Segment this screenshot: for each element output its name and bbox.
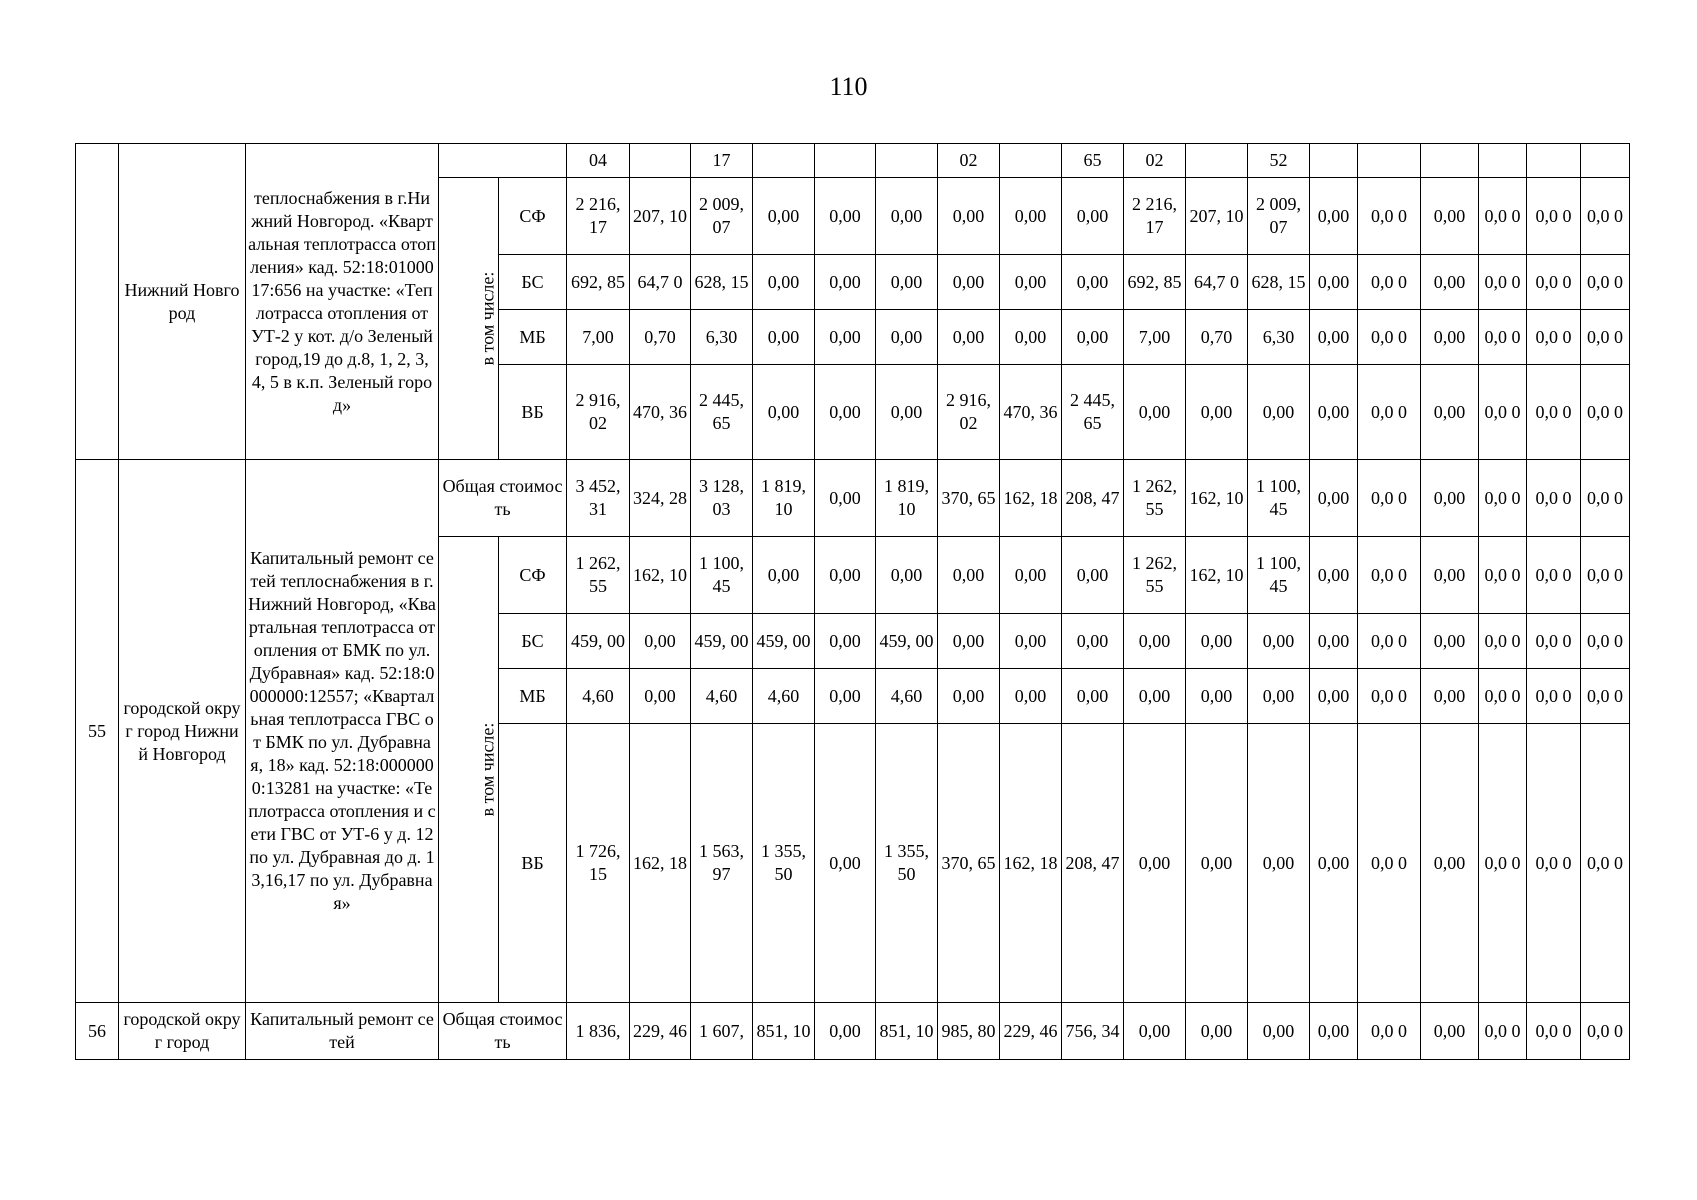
funding-source: МБ	[499, 669, 567, 724]
funding-source: БС	[499, 255, 567, 310]
value-cell: 64,7 0	[630, 255, 691, 310]
value-cell: 65	[1062, 144, 1124, 178]
funding-source: ВБ	[499, 724, 567, 1003]
value-cell: 0,0 0	[1358, 255, 1421, 310]
value-cell	[1421, 144, 1479, 178]
value-cell: 0,00	[1062, 310, 1124, 365]
value-cell: 0,00	[1062, 178, 1124, 255]
value-cell: 0,00	[1421, 724, 1479, 1003]
value-cell: 02	[938, 144, 1000, 178]
value-cell	[1358, 144, 1421, 178]
value-cell: 0,00	[1248, 614, 1310, 669]
value-cell: 2 445, 65	[1062, 365, 1124, 460]
value-cell: 229, 46	[1000, 1003, 1062, 1060]
value-cell: 0,00	[876, 365, 938, 460]
value-cell: 0,00	[1000, 537, 1062, 614]
value-cell	[876, 144, 938, 178]
value-cell: 0,00	[1248, 669, 1310, 724]
value-cell: 4,60	[691, 669, 753, 724]
value-cell: 0,0 0	[1358, 537, 1421, 614]
value-cell: 1 100, 45	[691, 537, 753, 614]
value-cell: 0,0 0	[1479, 365, 1527, 460]
value-cell: 0,00	[1421, 460, 1479, 537]
value-cell: 0,0 0	[1581, 614, 1630, 669]
value-cell: 0,70	[1186, 310, 1248, 365]
value-cell: 0,0 0	[1527, 365, 1581, 460]
value-cell: 17	[691, 144, 753, 178]
value-cell: 2 009, 07	[1248, 178, 1310, 255]
value-cell: 0,00	[1062, 669, 1124, 724]
value-cell: 0,00	[1000, 255, 1062, 310]
value-cell: 0,00	[876, 537, 938, 614]
value-cell: 208, 47	[1062, 724, 1124, 1003]
value-cell: 0,00	[1421, 255, 1479, 310]
table-row	[76, 1003, 1630, 1060]
value-cell: 0,00	[1310, 178, 1358, 255]
value-cell: 1 100, 45	[1248, 460, 1310, 537]
value-cell: 0,00	[938, 310, 1000, 365]
value-cell: 0,00	[1421, 178, 1479, 255]
value-cell: 0,00	[1124, 724, 1186, 1003]
value-cell: 162, 10	[1186, 460, 1248, 537]
value-cell: 692, 85	[1124, 255, 1186, 310]
value-cell: 0,00	[876, 310, 938, 365]
value-cell: 162, 10	[1186, 537, 1248, 614]
row-number	[76, 144, 119, 460]
value-cell: 52	[1248, 144, 1310, 178]
value-cell: 0,00	[1000, 310, 1062, 365]
value-cell: 0,0 0	[1358, 669, 1421, 724]
value-cell: 0,00	[1124, 1003, 1186, 1060]
value-cell: 207, 10	[1186, 178, 1248, 255]
including-label-cell	[439, 537, 499, 1003]
value-cell: 162, 18	[1000, 460, 1062, 537]
municipality-cell: Нижний Новгород	[119, 144, 246, 460]
value-cell: 0,0 0	[1527, 178, 1581, 255]
value-cell: 0,0 0	[1479, 614, 1527, 669]
value-cell: 0,00	[1186, 669, 1248, 724]
value-cell: 0,00	[876, 255, 938, 310]
value-cell: 0,0 0	[1581, 1003, 1630, 1060]
value-cell: 0,00	[1000, 669, 1062, 724]
row-number: 55	[76, 460, 119, 1003]
value-cell: 6,30	[1248, 310, 1310, 365]
value-cell: 0,00	[630, 614, 691, 669]
object-description: теплоснабжения в г.Нижний Новгород. «Квартальная теплотрасса отопления» кад. 52:18:0100017:656 на участке: «Теплотрасса отопления от УТ-2 у кот. д/о Зеленый город,19 до д.8, 1, 2, 3, 4, 5 в к.п. Зеленый город»	[246, 144, 439, 460]
blank-cell	[439, 144, 567, 178]
table-row	[76, 460, 1630, 537]
value-cell: 0,0 0	[1479, 255, 1527, 310]
value-cell: 2 009, 07	[691, 178, 753, 255]
value-cell: 0,00	[1310, 255, 1358, 310]
value-cell: 2 445, 65	[691, 365, 753, 460]
value-cell: 0,00	[1186, 1003, 1248, 1060]
value-cell: 0,0 0	[1527, 724, 1581, 1003]
value-cell: 0,00	[1124, 669, 1186, 724]
value-cell: 0,00	[938, 255, 1000, 310]
value-cell: 0,00	[1124, 365, 1186, 460]
value-cell	[1310, 144, 1358, 178]
value-cell: 208, 47	[1062, 460, 1124, 537]
value-cell: 1 100, 45	[1248, 537, 1310, 614]
value-cell: 0,0 0	[1527, 460, 1581, 537]
value-cell: 0,00	[1248, 724, 1310, 1003]
value-cell: 0,0 0	[1479, 178, 1527, 255]
value-cell: 0,00	[1421, 310, 1479, 365]
value-cell: 0,00	[1062, 537, 1124, 614]
value-cell: 459, 00	[567, 614, 630, 669]
value-cell: 229, 46	[630, 1003, 691, 1060]
value-cell: 1 836,	[567, 1003, 630, 1060]
value-cell: 162, 18	[1000, 724, 1062, 1003]
including-label: в том числе:	[477, 722, 498, 817]
value-cell: 0,0 0	[1581, 365, 1630, 460]
value-cell: 2 916, 02	[567, 365, 630, 460]
value-cell: 0,0 0	[1358, 1003, 1421, 1060]
financing-table	[75, 143, 1630, 1060]
value-cell: 0,00	[815, 365, 876, 460]
value-cell: 0,0 0	[1527, 614, 1581, 669]
value-cell: 0,00	[1248, 1003, 1310, 1060]
value-cell: 207, 10	[630, 178, 691, 255]
value-cell: 7,00	[1124, 310, 1186, 365]
object-description: Капитальный ремонт сетей теплоснабжения в г.Нижний Новгород, «Квартальная теплотрасса отопления от БМК по ул. Дубравная» кад. 52:18:0000000:12557; «Квартальная теплотрасса ГВС от БМК по ул. Дубравная, 18» кад. 52:18:0000000:13281 на участке: «Теплотрасса отопления и сети ГВС от УТ-6 у д. 12 по ул. Дубравная до д. 13,16,17 по ул. Дубравная»	[246, 460, 439, 1003]
value-cell: 0,0 0	[1479, 460, 1527, 537]
value-cell: 0,0 0	[1581, 255, 1630, 310]
value-cell: 0,00	[753, 537, 815, 614]
value-cell: 985, 80	[938, 1003, 1000, 1060]
value-cell: 0,00	[815, 178, 876, 255]
value-cell: 0,00	[753, 255, 815, 310]
value-cell: 1 355, 50	[876, 724, 938, 1003]
value-cell: 2 916, 02	[938, 365, 1000, 460]
object-description: Капитальный ремонт сетей	[246, 1003, 439, 1060]
value-cell: 04	[567, 144, 630, 178]
value-cell: 0,00	[938, 537, 1000, 614]
value-cell: 628, 15	[691, 255, 753, 310]
value-cell: 0,0 0	[1527, 1003, 1581, 1060]
value-cell: 0,00	[1186, 724, 1248, 1003]
value-cell: 0,00	[1186, 365, 1248, 460]
value-cell: 0,0 0	[1479, 537, 1527, 614]
value-cell: 324, 28	[630, 460, 691, 537]
total-label: Общая стоимость	[439, 1003, 567, 1060]
including-label-cell	[439, 178, 499, 460]
value-cell: 0,0 0	[1479, 310, 1527, 365]
funding-source: ВБ	[499, 365, 567, 460]
value-cell	[1527, 144, 1581, 178]
value-cell: 1 726, 15	[567, 724, 630, 1003]
municipality-cell: городской округ город	[119, 1003, 246, 1060]
value-cell: 692, 85	[567, 255, 630, 310]
value-cell: 0,00	[815, 669, 876, 724]
value-cell	[630, 144, 691, 178]
value-cell: 0,00	[1421, 614, 1479, 669]
total-label: Общая стоимость	[439, 460, 567, 537]
value-cell: 0,0 0	[1479, 724, 1527, 1003]
value-cell: 370, 65	[938, 724, 1000, 1003]
value-cell: 0,0 0	[1479, 1003, 1527, 1060]
value-cell: 0,0 0	[1581, 724, 1630, 1003]
value-cell: 0,00	[1186, 614, 1248, 669]
value-cell: 3 452, 31	[567, 460, 630, 537]
value-cell: 0,00	[815, 724, 876, 1003]
value-cell: 0,00	[938, 669, 1000, 724]
value-cell: 0,00	[630, 669, 691, 724]
funding-source: СФ	[499, 178, 567, 255]
value-cell: 0,00	[1000, 614, 1062, 669]
value-cell: 1 262, 55	[567, 537, 630, 614]
value-cell: 0,00	[1310, 537, 1358, 614]
value-cell: 470, 36	[1000, 365, 1062, 460]
value-cell: 0,00	[815, 255, 876, 310]
value-cell: 0,00	[753, 310, 815, 365]
value-cell: 0,00	[753, 178, 815, 255]
value-cell: 0,0 0	[1581, 460, 1630, 537]
value-cell: 0,0 0	[1358, 724, 1421, 1003]
value-cell: 1 819, 10	[753, 460, 815, 537]
value-cell: 0,00	[1310, 365, 1358, 460]
value-cell: 459, 00	[753, 614, 815, 669]
value-cell: 0,00	[815, 537, 876, 614]
value-cell: 0,0 0	[1358, 310, 1421, 365]
value-cell: 0,0 0	[1358, 178, 1421, 255]
value-cell: 0,0 0	[1581, 178, 1630, 255]
value-cell: 4,60	[753, 669, 815, 724]
row-number: 56	[76, 1003, 119, 1060]
value-cell	[1000, 144, 1062, 178]
value-cell: 0,0 0	[1527, 310, 1581, 365]
value-cell: 0,0 0	[1358, 460, 1421, 537]
value-cell: 4,60	[876, 669, 938, 724]
page-number: 110	[829, 72, 868, 101]
value-cell	[1479, 144, 1527, 178]
including-label: в том числе:	[477, 271, 498, 366]
value-cell: 370, 65	[938, 460, 1000, 537]
value-cell: 02	[1124, 144, 1186, 178]
value-cell: 0,0 0	[1358, 614, 1421, 669]
value-cell: 459, 00	[876, 614, 938, 669]
value-cell	[1186, 144, 1248, 178]
value-cell: 0,00	[1421, 669, 1479, 724]
value-cell: 0,00	[938, 614, 1000, 669]
value-cell: 0,70	[630, 310, 691, 365]
value-cell: 0,0 0	[1581, 669, 1630, 724]
value-cell: 0,00	[753, 365, 815, 460]
value-cell: 0,00	[1310, 460, 1358, 537]
value-cell: 6,30	[691, 310, 753, 365]
table-row	[76, 144, 1630, 178]
value-cell: 0,00	[1124, 614, 1186, 669]
value-cell: 0,0 0	[1479, 669, 1527, 724]
value-cell: 0,00	[1310, 669, 1358, 724]
value-cell: 1 262, 55	[1124, 537, 1186, 614]
value-cell: 2 216, 17	[567, 178, 630, 255]
value-cell: 0,00	[1062, 614, 1124, 669]
value-cell: 628, 15	[1248, 255, 1310, 310]
value-cell: 0,00	[938, 178, 1000, 255]
value-cell: 0,00	[1421, 537, 1479, 614]
value-cell: 0,0 0	[1527, 669, 1581, 724]
value-cell: 1 262, 55	[1124, 460, 1186, 537]
value-cell: 0,00	[815, 310, 876, 365]
value-cell: 851, 10	[753, 1003, 815, 1060]
funding-source: СФ	[499, 537, 567, 614]
value-cell: 459, 00	[691, 614, 753, 669]
value-cell: 3 128, 03	[691, 460, 753, 537]
value-cell: 1 607,	[691, 1003, 753, 1060]
value-cell: 851, 10	[876, 1003, 938, 1060]
value-cell	[753, 144, 815, 178]
value-cell: 0,00	[1421, 365, 1479, 460]
value-cell: 1 355, 50	[753, 724, 815, 1003]
value-cell: 1 819, 10	[876, 460, 938, 537]
value-cell: 0,00	[1310, 724, 1358, 1003]
value-cell: 0,0 0	[1358, 365, 1421, 460]
value-cell	[815, 144, 876, 178]
value-cell: 0,00	[1000, 178, 1062, 255]
value-cell: 64,7 0	[1186, 255, 1248, 310]
value-cell: 0,00	[815, 460, 876, 537]
value-cell	[1581, 144, 1630, 178]
value-cell: 0,0 0	[1581, 537, 1630, 614]
value-cell: 162, 10	[630, 537, 691, 614]
municipality-cell: городской округ город Нижний Новгород	[119, 460, 246, 1003]
value-cell: 0,00	[815, 1003, 876, 1060]
value-cell: 0,0 0	[1527, 537, 1581, 614]
value-cell: 0,00	[1248, 365, 1310, 460]
value-cell: 0,00	[1310, 614, 1358, 669]
value-cell: 0,00	[1310, 310, 1358, 365]
value-cell: 0,0 0	[1527, 255, 1581, 310]
table-body	[76, 144, 1630, 1060]
value-cell: 2 216, 17	[1124, 178, 1186, 255]
value-cell: 0,0 0	[1581, 310, 1630, 365]
value-cell: 0,00	[1421, 1003, 1479, 1060]
value-cell: 4,60	[567, 669, 630, 724]
value-cell: 7,00	[567, 310, 630, 365]
funding-source: БС	[499, 614, 567, 669]
value-cell: 0,00	[815, 614, 876, 669]
value-cell: 0,00	[876, 178, 938, 255]
value-cell: 0,00	[1310, 1003, 1358, 1060]
value-cell: 0,00	[1062, 255, 1124, 310]
value-cell: 756, 34	[1062, 1003, 1124, 1060]
funding-source: МБ	[499, 310, 567, 365]
value-cell: 470, 36	[630, 365, 691, 460]
value-cell: 162, 18	[630, 724, 691, 1003]
value-cell: 1 563, 97	[691, 724, 753, 1003]
